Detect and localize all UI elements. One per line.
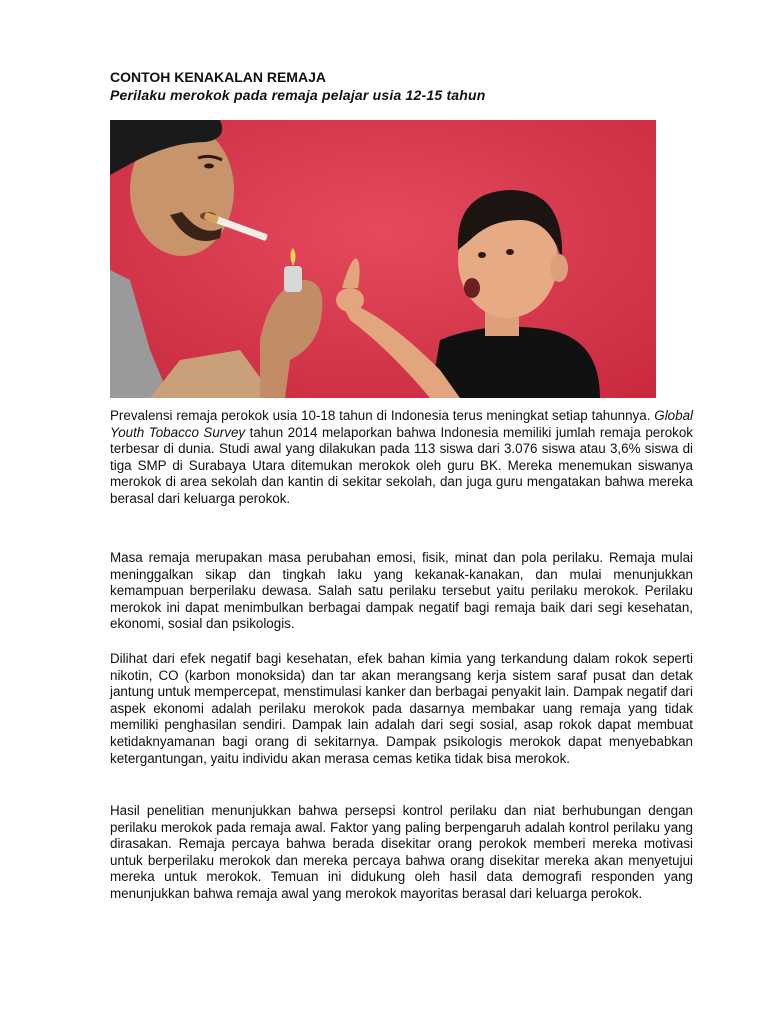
- paragraph-4: Hasil penelitian menunjukkan bahwa persepsi kontrol perilaku dan niat berhubungan dengan perilaku merokok pada remaja awal. Faktor yang paling berpengaruh adalah kontrol perilaku yang dirasakan. Remaja percaya bahwa berada disekitar orang perokok memberi mereka motivasi untuk berperilaku merokok dan mereka percaya bahwa orang disekitar mereka akan menyetujui mereka untuk merokok. Temuan ini didukung oleh hasil data demografi responden yang menunjukkan bahwa remaja awal yang merokok mayoritas berasal dari keluarga perokok.: [110, 803, 693, 901]
- paragraph-1-start: Prevalensi remaja perokok usia 10-18 tahun di Indonesia terus meningkat setiap tahunnya.: [110, 408, 655, 423]
- photo: [110, 120, 656, 398]
- paragraph-2: Masa remaja merupakan masa perubahan emosi, fisik, minat dan pola perilaku. Remaja mulai meninggalkan sikap dan tingkah laku yang kekanak-kanakan, dan mulai menunjukkan kemampuan berperilaku dewasa. Salah satu perilaku tersebut yaitu perilaku merokok. Perilaku merokok ini dapat menimbulkan berbagai dampak negatif bagi remaja baik dari segi kesehatan, ekonomi, sosial dan psikologis.: [110, 550, 693, 632]
- paragraph-1: [110, 408, 693, 508]
- photo-man-lighting-cigarette-boy-pointing: [110, 120, 656, 398]
- paragraph-3: Dilihat dari efek negatif bagi kesehatan, efek bahan kimia yang terkandung dalam rokok seperti nikotin, CO (karbon monoksida) dan tar akan merangsang kerja sistem saraf pusat dan detak jantung untuk mempercepat, menstimulasi kanker dan berbagai penyakit lain. Dampak negatif dari aspek ekonomi adalah perilaku merokok pada dasarnya membakar uang remaja yang tidak memiliki penghasilan sendiri. Dampak lain adalah dari segi sosial, asap rokok dapat membuat ketidaknyamanan bagi orang di sekitarnya. Dampak psikologis merokok dapat menyebabkan ketergantungan, yaitu individu akan merasa cemas ketika tidak bisa merokok.: [110, 651, 693, 766]
- paragraph-1-end: tahun 2014 melaporkan bahwa Indonesia memiliki jumlah remaja perokok terbesar di dunia. Studi awal yang dilakukan pada 113 siswa dari 3.076 siswa atau 3,6% siswa di tiga SMP di Surabaya Utara ditemukan merokok oleh guru BK. Mereka menemukan siswanya merokok di area sekolah dan kantin di sekitar sekolah, dan juga guru mengatakan bahwa mereka berasal dari keluarga perokok.: [110, 424, 693, 506]
- document-subtitle: Perilaku merokok pada remaja pelajar usia 12-15 tahun: [110, 87, 486, 103]
- document-title: CONTOH KENAKALAN REMAJA: [110, 69, 326, 85]
- survey-name: Global Youth Tobacco Survey: [110, 408, 693, 440]
